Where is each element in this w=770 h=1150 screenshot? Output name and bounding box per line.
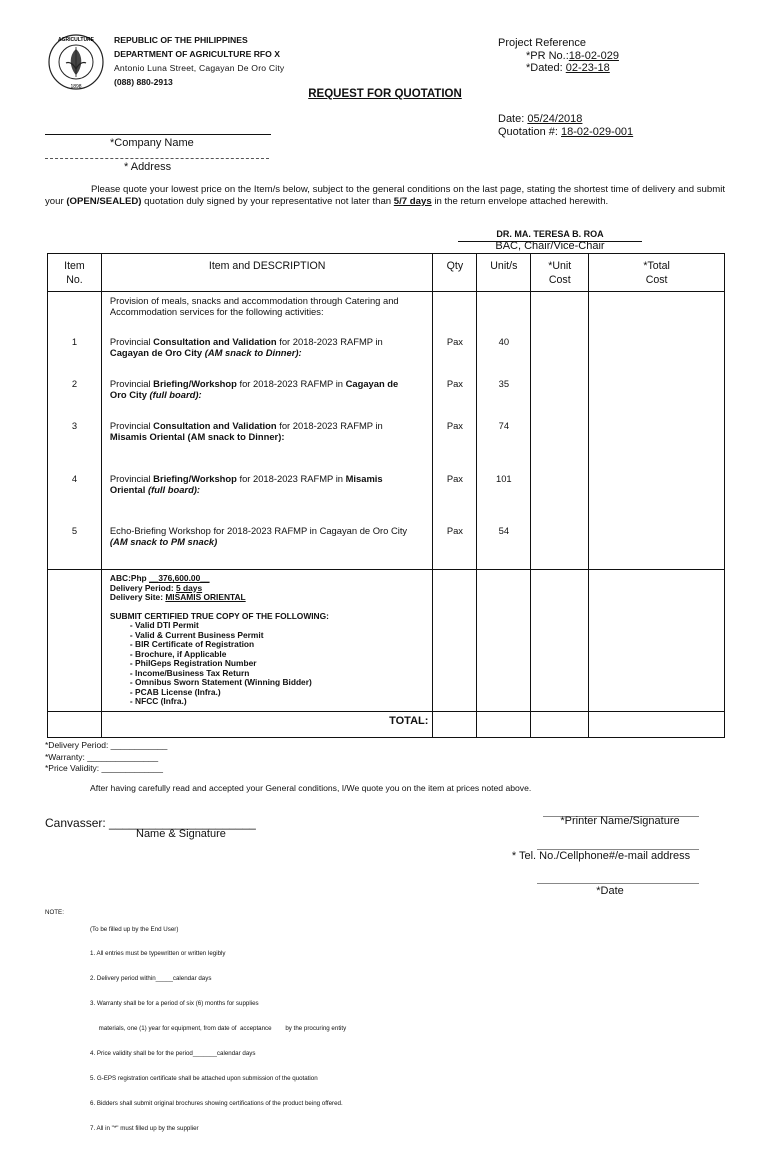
header-unit-cost: *Unit Cost [531,254,589,292]
qty-3: Pax [446,420,463,431]
requirement-item: - PhilGeps Registration Number [129,658,257,668]
pr-number-label: *PR No.: [526,49,569,62]
note-line: 7. All in "*" must filled up by the supplier [90,1124,199,1132]
date-value: 05/24/2018 [527,113,583,125]
col-qty [433,292,477,570]
pr-number-value: 18-02-029 [568,49,619,62]
canvasser-field[interactable]: Canvasser: ______________________ [45,816,256,830]
delivery-period-line: Delivery Period: 5 days [109,582,203,593]
address-line[interactable] [45,158,269,159]
notes-label: NOTE: [45,909,64,916]
quotation-number-label: Quotation #: [498,126,561,138]
requirements-row [48,570,725,712]
intro-text-3: in the return envelope attached herewith. [431,195,609,207]
intro-description: Provision of meals, snacks and accommodation through Catering and Accommodation services for the following activities: [109,295,399,317]
address-label: * Address [124,161,172,173]
quotation-number-value: 18-02-029-001 [561,126,634,138]
bac-chair-title: BAC, Chair/Vice-Chair [495,240,605,252]
acceptance-statement: After having carefully read and accepted your General conditions, I/We quote you on the item at prices noted above. [90,783,532,793]
intro-bold-days: 5/7 days [393,195,432,207]
requirement-item: - Valid DTI Permit [129,620,199,630]
col-units [477,292,531,570]
item-description-2: Provincial Briefing/Workshop for 2018-2023 RAFMP in Cagayan de Oro City (full board): [109,378,399,400]
requirement-item: - PCAB License (Infra.) [129,686,221,697]
pr-dated-value: 02-23-18 [565,62,610,74]
agency-phone: (088) 880-2913 [114,77,173,87]
agency-line-1: REPUBLIC OF THE PHILIPPINES [114,35,248,45]
item-description-1: Provincial Consultation and Validation for 2018-2023 RAFMP in Cagayan de Oro City (AM snack to Dinner): [109,336,383,358]
document-title: REQUEST FOR QUOTATION [308,88,462,100]
agency-address: Antonio Luna Street, Cagayan De Oro City [114,63,285,73]
requirements-list [110,621,425,707]
contact-label: * Tel. No./Cellphone#/e-mail address [511,850,691,862]
note-line: 3. Warranty shall be for a period of six (6) months for supplies [90,1000,259,1008]
table-header-row [48,254,725,292]
date-signature-label: *Date [596,885,624,897]
item-description-4: Provincial Briefing/Workshop for 2018-2023 RAFMP in Misamis Oriental (full board): [109,473,383,495]
item-no-4: 4 [71,473,78,484]
units-5: 54 [498,525,510,536]
requirement-item: - Omnibus Sworn Statement (Winning Bidder) [129,677,312,687]
qty-1: Pax [446,336,463,347]
company-name-label: *Company Name [110,137,194,149]
total-row [48,711,725,737]
note-line: materials, one (1) year for equipment, from date of acceptance by the procuring entity [90,1025,347,1033]
requirement-item: - Brochure, if Applicable [129,648,227,659]
bac-chair-name: DR. MA. TERESA B. ROA [458,229,642,242]
col-item-no [48,292,102,570]
supplier-footnotes [45,740,167,775]
canvasser-sublabel: Name & Signature [136,828,226,840]
pr-dated-label: *Dated: [526,62,566,74]
printer-signature-label: *Printer Name/Signature [560,815,680,827]
header-description: Item and DESCRIPTION [101,254,433,292]
agency-line-2: DEPARTMENT OF AGRICULTURE RFO X [114,49,280,59]
department-seal-logo [44,33,108,91]
note-line: 6. Bidders shall submit original brochures showing certifications of the product being offered. [90,1099,343,1107]
date-signature-line[interactable] [537,883,699,884]
date-label: Date: [498,113,528,125]
units-4: 101 [496,473,512,484]
project-reference-label: Project Reference [498,37,587,49]
note-line: 5. G-EPS registration certificate shall be attached upon submission of the quotation [90,1074,318,1082]
svg-text:AGRICULTURE: AGRICULTURE [57,37,95,43]
notes-section [45,909,346,1150]
requirement-item: - Income/Business Tax Return [129,667,250,678]
units-2: 35 [498,378,510,389]
project-reference [498,37,619,75]
date-block [498,113,633,139]
header-total-cost: *Total Cost [589,254,725,292]
col-description [101,292,433,570]
note-line: 1. All entries must be typewritten or written legibly [90,950,226,958]
qty-4: Pax [446,473,463,484]
note-line: 4. Price validity shall be for the period_______calendar days [90,1050,256,1058]
item-no-3: 3 [71,420,78,431]
table-body-row [48,292,725,570]
units-1: 40 [498,336,510,347]
items-table [47,253,725,738]
header-item-no: Item No. [48,254,102,292]
submit-title: SUBMIT CERTIFIED TRUE COPY OF THE FOLLOWING: [109,610,329,621]
note-line: (To be filled up by the End User) [90,925,179,933]
price-validity-field[interactable]: *Price Validity: _____________ [45,763,163,773]
total-label: TOTAL: [101,711,433,737]
requirement-item: - BIR Certificate of Registration [129,639,255,649]
item-no-5: 5 [71,525,78,536]
intro-text-2: quotation duly signed by your representative not later than [141,195,394,207]
requirement-item: - Valid & Current Business Permit [129,629,264,640]
item-no-2: 2 [71,378,78,389]
header-qty: Qty [433,254,477,292]
intro-text-1: Please quote your lowest price on the Item/s below, subject to the general conditions on the last page, stating the shortest time of delivery and submit your [45,184,725,207]
item-no-1: 1 [71,336,78,347]
total-field[interactable] [589,711,725,737]
company-name-line[interactable] [45,134,271,135]
qty-2: Pax [446,378,463,389]
item-description-3: Provincial Consultation and Validation for 2018-2023 RAFMP in Misamis Oriental (AM snack to Dinner): [109,420,383,442]
units-3: 74 [498,420,510,431]
header-units: Unit/s [477,254,531,292]
intro-paragraph [45,184,725,207]
abc-line: ABC:Php __376,600.00__ [109,573,210,583]
delivery-site-line: Delivery Site: MISAMIS ORIENTAL [109,592,246,602]
note-line: 2. Delivery period within_____calendar days [90,975,212,983]
warranty-field[interactable]: *Warranty: _______________ [45,751,159,762]
requirements-cell [101,570,433,712]
notes-list [90,909,346,1150]
item-description-5: Echo-Briefing Workshop for 2018-2023 RAFMP in Cagayan de Oro City (AM snack to PM snack) [109,525,408,547]
requirement-item: - NFCC (Infra.) [129,696,187,706]
agency-header [114,33,284,89]
total-cost-field[interactable] [589,292,725,570]
qty-5: Pax [446,525,463,536]
svg-text:1898: 1898 [70,84,82,90]
delivery-period-field[interactable]: *Delivery Period: ____________ [45,740,168,750]
unit-cost-field[interactable] [531,292,589,570]
intro-bold-open-sealed: (OPEN/SEALED) [66,195,142,207]
